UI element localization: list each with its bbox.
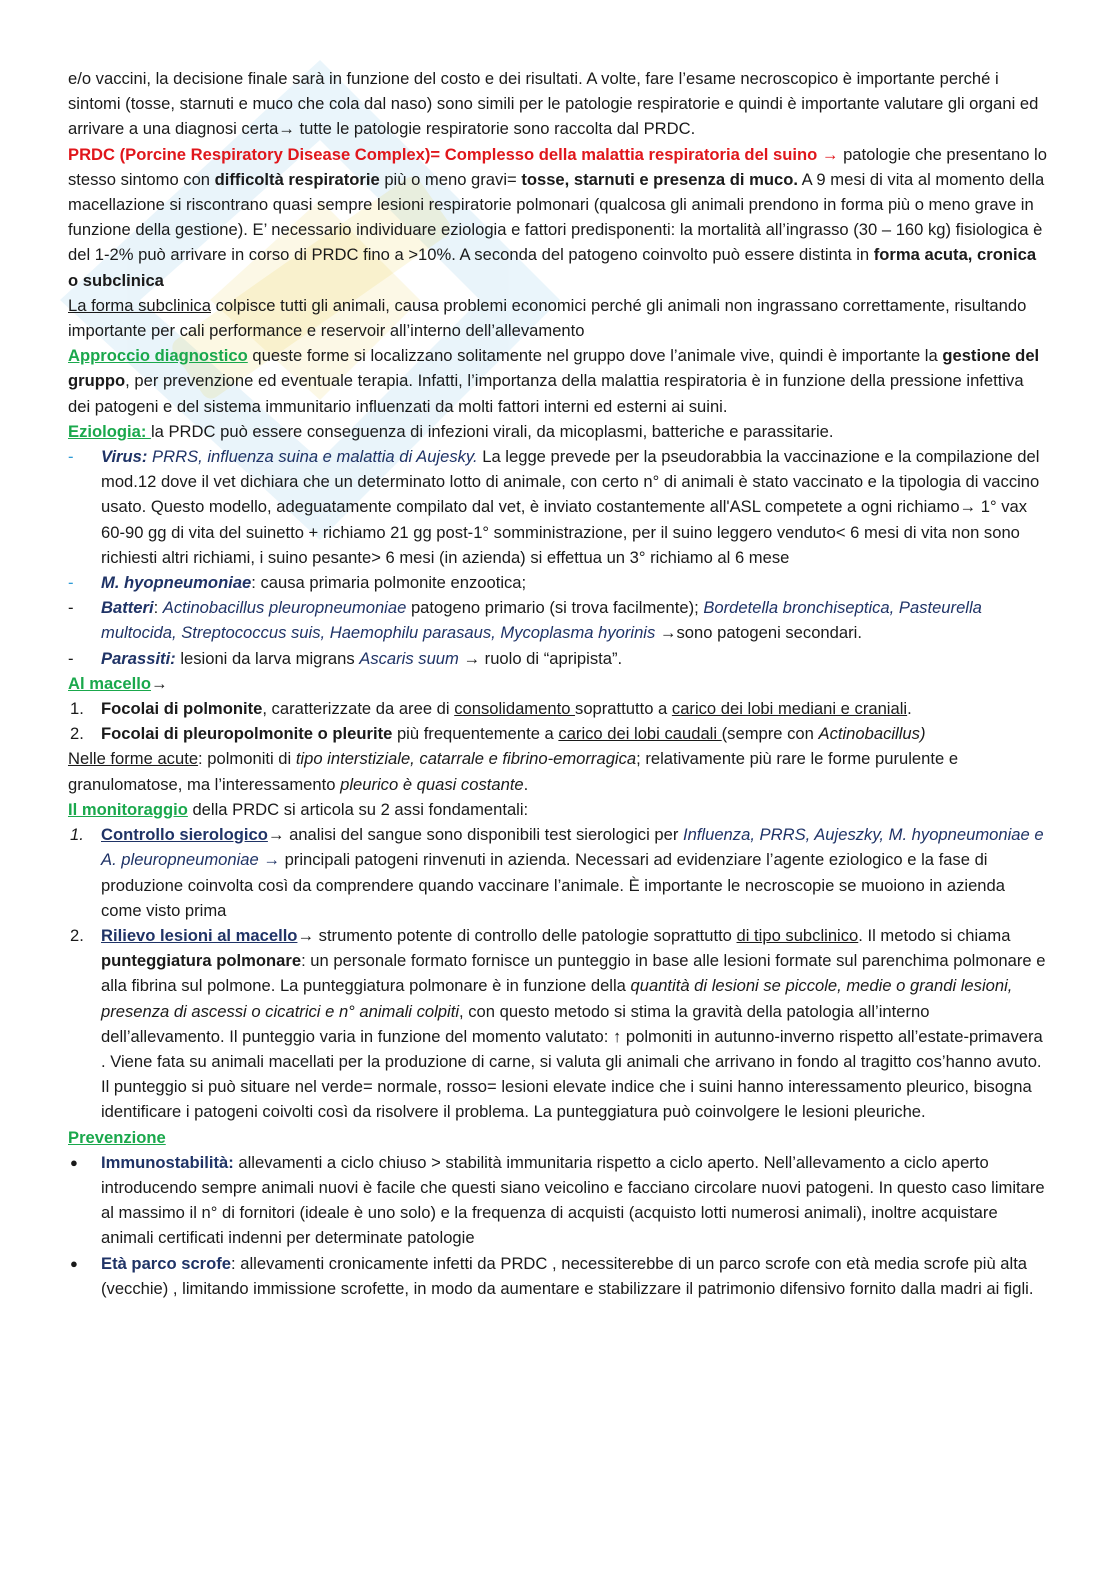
- bullet-icon: ●: [70, 1255, 78, 1271]
- list-item-pleurite: 2. Focolai di pleuropolmonite o pleurite più frequentemente a carico dei lobi caudali (sempre con Actinobacillus): [70, 724, 926, 744]
- intro-paragraph: e/o vaccini, la decisione finale sarà in funzione del costo e dei risultati. A volte, fare l’esame necroscopico è importante perché i sintomi (tosse, starnuti e muco che cola dal naso) sono simili per le patologie respiratorie e quindi è importante valutare gli organi ed arrivare a una diagnosi certa→ tutte le patologie respiratorie sono raccolta dal PRDC.: [68, 69, 1039, 139]
- list-item-myco: - M. hyopneumoniae: causa primaria polmonite enzootica;: [68, 573, 527, 593]
- bullet-icon: ●: [70, 1154, 78, 1170]
- acute-paragraph: Nelle forme acute: polmoniti di tipo interstiziale, catarrale e fibrino-emorragica; relativamente più rare le forme purulente e granulomatose, ma l’interessamento pleurico è quasi costante.: [68, 749, 959, 794]
- list-item-eta-scrofe: ● Età parco scrofe: allevamenti cronicamente infetti da PRDC , necessiterebbe di un parco scrofe con età media scrofe più alta (vecchie) , limitando immissione scrofette, in modo da aumentare e stabilizzare il patrimonio difensivo fornito dalla madri ai figli.: [68, 1251, 1048, 1301]
- macello-heading: Al macello: [68, 673, 152, 693]
- subclinica-paragraph: La forma subclinica colpisce tutti gli animali, causa problemi economici perché gli animali non ingrassano correttamente, risultando importante per cali performance e reservoir all’interno dell’allevamento: [68, 295, 1027, 341]
- prdc-paragraph: PRDC (Porcine Respiratory Disease Complex)= Complesso della malattia respiratoria del suino → patologie che presentano lo stesso sintomo con difficoltà respiratorie più o meno gravi= tosse, starnuti e presenza di muco. A 9 mesi di vita al momento della macellazione si riscontrano quasi sempre lesioni respiratorie polmonari (qualcosa gli animali prendono in forma più o meno grave in funzione della gestione). E’ necessario individuare eziologia e fattori predisponenti: la mortalità all’ingrasso (30 – 160 kg) fisiologica è del 1-2% può arrivare in corso di PRDC fino a >10%. A seconda del patogeno coinvolto può essere distinta in forma acuta, cronica o subclinica: [68, 144, 1047, 290]
- list-item-rilievo: 2. Rilievo lesioni al macello→ strumento potente di controllo delle patologie soprattutto di tipo subclinico. Il metodo si chiama punteggiatura polmonare: un personale formato fornisce un punteggio in base alle lesioni formate sul parenchima polmonare e alla fibrina sul polmone. La punteggiatura polmonare è in funzione della quantità di lesioni se piccole, medie o grandi lesioni, presenza di ascessi o cicatrici e n° animali colpiti, con questo metodo si stima la gravità della patologia all’interno dell’allevamento. Il punteggio varia in funzione del momento valutato: ↑ polmoniti in autunno-inverno rispetto all’estate-primavera . Viene fata su animali macellati per la produzione di carne, si valuta gli animali che arrivano in fondo al tragitto cos’hanno avuto. Il punteggio si può situare nel verde= normale, rosso= lesioni elevate indice che i suini hanno interessamento pleurico, bisogna identificare i patogeni coivolti così da risolvere il problema. La punteggiatura può coinvolgere le lesioni pleuriche.: [70, 925, 1046, 1122]
- prevenzione-heading-line: [68, 1125, 1048, 1150]
- macello-heading-line: [68, 671, 1048, 696]
- list-item-sierologico: 1. Controllo sierologico→ analisi del sangue sono disponibili test sierologici per Influenza, PRRS, Aujeszky, M. hyopneumoniae e A. pleuropneumoniae → principali patogeni rinvenuti in azienda. Necessari ad evidenziare l’agente eziologico e la fase di produzione coinvolta così da comprendere quando vaccinare l’animale. È importante le necroscopie se muoiono in azienda come visto prima: [70, 825, 1044, 920]
- list-item-parassiti: - Parassiti: lesioni da larva migrans Ascaris suum → ruolo di “apripista”.: [68, 648, 623, 668]
- document-body: [68, 66, 1048, 1301]
- eziologia-paragraph: Eziologia: la PRDC può essere conseguenza di infezioni virali, da micoplasmi, batteriche e parassitarie.: [68, 421, 834, 441]
- list-item-batteri: - Batteri: Actinobacillus pleuropneumoniae patogeno primario (si trova facilmente); Bordetella bronchiseptica, Pasteurella multocida, Streptococcus suis, Haemophilu parasaus, Mycoplasma hyorinis →sono patogeni secondari.: [68, 598, 982, 643]
- approccio-heading: Approccio diagnostico: [68, 346, 248, 366]
- list-item-virus: - Virus: PRRS, influenza suina e malattia di Aujesky. La legge prevede per la pseudorabbia la vaccinazione e la compilazione del mod.12 dove il vet dichiara che un determinato lotto di animale, con certo n° di animali è stato vaccinato e la tipologia di vaccino usato. Questo modello, adeguatamente compilato dal vet, è inviato costantemente all'ASL competete a ogni richiamo→ 1° vax 60-90 gg di vita del suinetto + richiamo 21 gg post-1° somministrazione, per il suino leggero venduto< 6 mesi di vita non sono richiesti altri richiami, i suino pesante> 6 mesi (in azienda) si effettua un 3° richiamo al 6 mese: [68, 447, 1040, 567]
- list-item-immunostabilita: ● Immunostabilità: allevamenti a ciclo chiuso > stabilità immunitaria rispetto a ciclo aperto. Nell’allevamento a ciclo aperto introducendo sempre animali nuovi è facile che questi siano veicolino e facciano circolare nuovi patogeni. In questo caso limitare al massimo il n° di fornitori (ideale è uno solo) e la frequenza di acquisti (acquisto lotti numerosi animali), inoltre acquistare animali certificati indenni per determinate patologie: [68, 1150, 1048, 1251]
- monitoraggio-heading: Il monitoraggio: [68, 799, 188, 819]
- prevenzione-heading: Prevenzione: [68, 1127, 166, 1147]
- arrow-right-icon: →: [151, 673, 168, 693]
- list-item-polmonite: 1. Focolai di polmonite, caratterizzate da aree di consolidamento soprattutto a carico dei lobi mediani e craniali.: [70, 699, 912, 719]
- arrow-right-icon: →: [297, 925, 315, 945]
- prdc-title: PRDC (Porcine Respiratory Disease Complex)= Complesso della malattia respiratoria del suino →: [68, 144, 839, 164]
- eziologia-heading: Eziologia:: [68, 421, 151, 441]
- arrow-right-icon: →: [267, 825, 285, 845]
- approccio-paragraph: Approccio diagnostico queste forme si localizzano solitamente nel gruppo dove l’animale vive, quindi è importante la gestione del gruppo, per prevenzione ed eventuale terapia. Infatti, l’importanza della malattia respiratoria è in funzione della pressione infettiva dei patogeni e del sistema immunitario influenzati da molti fattori interni ed esterni ai suini.: [68, 346, 1040, 416]
- monitoraggio-paragraph: Il monitoraggio della PRDC si articola su 2 assi fondamentali:: [68, 799, 529, 819]
